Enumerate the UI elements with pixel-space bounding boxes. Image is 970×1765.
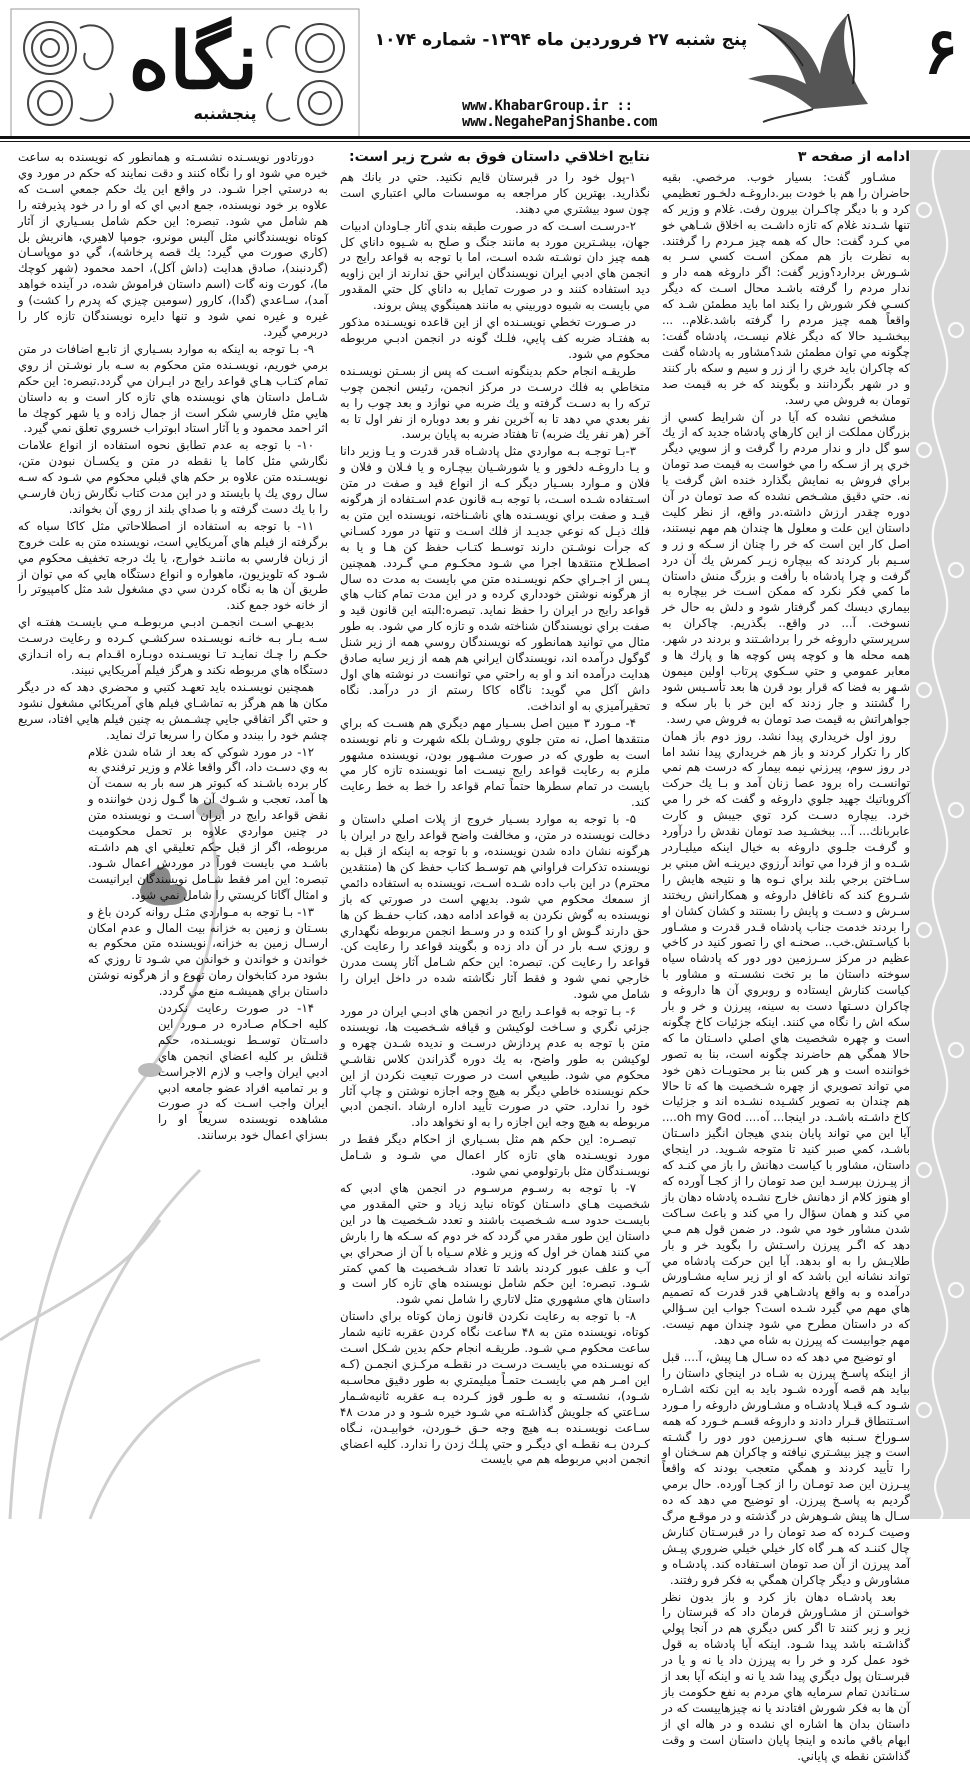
paragraph: او توضيح مي دهد كه ده سـال هـا پيش، آ.... قبل از اينكه پاسـخ پيرزن به شـاه در اينجاي داستان را بيايد هم قصه آورده شـود بايد به اين نكته اشـاره شـود كـه قبـلا پادشـاه و مشـاورش داروغه را مـورد اسـتنطاق قـرار دادند و داروغه قسـم خـورد كه همه سـوراخ سـنبه هاي سـرزمين دور دور را گشـته است و چيز بيشـتري نيافته و چاكران هم سـخنان او را تأييد كردند و همگي متعجب بودند كه واقعاً پيـرزن اين صد تومـان را از كجـا آورده. حال برمي گرديم به پاسـخ پيرزن. او توضيح مي دهد كه ده سـال ها پيش شـوهرش در گذشته و در موقـع مرگ وصيت كـرده كه صد تومان را در قبرسـتان كنارش چال كننـد كه هـر گاه كار خيلي خيلي ضروري پيـش آمد پيرزن از آن صد تومان اسـتفاده كند. پادشـاه و مشاورش و ديگر چاكران همگي به فكر فرو رفتند. — [662, 1349, 910, 1587]
paragraph: دورتادور نويسـنده نشسـته و همانطور كه نويسنده به ساعت خيره مي شود او را نگاه كنند و دقت نمايند كه حكم در مورد وي به درستي اجرا شـود. در واقع اين يك حكم جمعي اسـت كه علاوه بر خود نويسنده، جمع ادبي اي كه او را در خود پذيرفته را هم شامل مي شود. تبصره: اين حكم شامل بسـياري از آثار كوتاه نويسندگاني مثل آليس مونرو، جومپا لاهيري، هانريش بل (كاري صورت مي گيرد: يك قصه پرخاشه)، گي دو موپاسـان (گردنبند)، صادق هدايت (داش آكل)، احمد محمود (شهر كوچك ما)، كورت ونه گات (اسم داستان فراموش شده، در آينده خواهد آمد)، سـاعدي (گدا)، كارور (سومين چيزي كه پدرم را كشت) و غيره و غيره نمي شود و تنها دايره نويسندگان تازه كار را دربرمي گيرد. — [18, 150, 328, 339]
column-moral-results — [340, 150, 650, 1495]
issue-date-line: پنج شنبه ۲۷ فروردین ماه ۱۳۹۴- شماره ۱۰۷۴ — [374, 30, 748, 50]
paragraph: ۷- با توجه به رسـوم مرسـوم در انجمن هاي ادبي كه شخصيت هـاي داسـتان كوتاه نبايد زياد و حتي المقدور مي بايسـت حدود سـه شـخصيت باشند و تعدد شـخصيت ها در اين داستان اين طور مقدر مي گردد كه خر دوم كه سـكه ها را بارش مي كنند همان خر اول كه وزير و غلام سـياه با آن از صحراي بي آب و علف عبور كردند باشد تا تعداد شـخصيت ها كمي كمتر شـود. تبصره: اين حكم شامل نويسنده هاي تازه كار است و داستان هاي مشهوري مثل لاتاري را شامل نمي شود. — [340, 1181, 650, 1307]
column-verdicts — [18, 150, 328, 1485]
paragraph: بديهـي اسـت انجمـن ادبـي مربوطـه مـي بايسـت هفتـه اي سـه بـار بـه خانـه نويسـنده سركشـي كـرده و رعايت درسـت حكـم را چـك نمايـد تـا نويسـنده دوبـاره اقـدام بـه راه انـدازي دستگاه هاي مربوطه نكند و هرگز فيلم آمريكايي نبيند. — [18, 615, 328, 677]
masthead-subtitle: پنجشنبه — [193, 104, 257, 123]
paragraph: ۱۲- در مورد شوكي كه بعد از شاه شدن غلام به وي دسـت داد، اگر واقعا غلام و وزير ترفندي به كار برده باشـند كه كبوتر هر سه بار به سمت آن ها آمد، تعجب و شـوك آن ها گـول زدن خواننده و نقض قواعد رايج در ايران اسـت و نويسنده متن در چنين مواردي علاوه بر تحمل محكوميت مربوطه، اگر از قبل حكم تعليقي اي هم داشـته باشـد مي بايست فوراً در موردش اعمال شـود. تبصره: اين امر فقط شـامل نويسندگان ايرانيست و امثال آگاتا كريستي را شامل نمي شود. — [88, 744, 328, 902]
paragraph: ۴- مـورد ۳ مبين اصل بسـيار مهم ديگري هم هسـت كه براي منتقدها اصل، نه متن جلوي روشـان بلكه شهرت و نام نويسنده است به طوري كه در صورت مشـهور بودن، نويسنده مشهور ملزم به رعايت قواعد رايج نيسـت اما نويسنده تازه كار مي بايست در تمام سطرها حتماً تمام قواعد را خط به خط رعايت كند. — [340, 715, 650, 810]
header-rule-thin — [0, 141, 970, 142]
paragraph: مشـاور گفت: بسيار خوب. مرخصي. بقيه حاضران را هم با خودت ببر.داروغـه دلخـور تعظيمي كرد و با ديگر چاكـران بيرون رفت. غلام و وزير كه تنها شـدند غلام كه تازه داشـت به اخلاق شـاهي خو مي كـرد گفت: حال كه همه چيز مـردم را گرفتند. به نظرت باز هم ممكن اسـت كسي سـر به شـورش بردارد؟وزير گفت: اگر داروغه همه دار و ندار مردم را گرفته باشـد محال اسـت كه ديگر كسـي فكر شورش را بكند اما بايد مطمئن شـد كه واقعاً همه چيز مردم را گرفته باشد.غلام.. ... ببخشـيد حالا كه ديگر غلام نيسـت، پادشاه گفت: چگونه مي توان مطمئن شد؟مشاور به پادشاه گفت كه چاكران بايد خري را از زر و سيم و سكه بار كنند و در شهر بگردانند و بگويند كه خر به قيمت صد تومان به فروش مي رسد. — [662, 169, 910, 407]
paragraph: ۱۰- با توجه به عدم تطابق نحوه استفاده از انواع علامات نگارشي مثل كاما يا نقطه در متن و يكسـان نبودن متن، نويسـنده متن علاوه بر حكم هاي قبلي محكوم مي شـود كه سـه سال روي يك پا بايستد و در اين مدت كتاب نگارش زبان فارسـي را با يك دست گرفته و با صداي بلند از روي آن بخواند. — [18, 438, 328, 516]
floral-side-strip — [910, 150, 970, 1519]
paragraph: ۸- با توجه به رعايت نكردن قانون زمان كوتاه براي داستان كوتاه، نويسنده متن به ۴۸ ساعت نگاه كردن عقربه ثانيه شمار ساعت محكوم مـي شـود. طريقـه انجام حكم بدين شـكل اسـت كه نويسـنده مي بايسـت درسـت در نقطـه مركـزي انجمـن (كـه اين امـر هم مي بايسـت حتمـاً ميليمتري به طور دقيق محاسـبه شـود)، نشسـته و به طـور قوز كـرده بـه عقربه ثانيه‌شـمار سـاعتي كه جلويش گذاشـته مي شـود خيره شـود و در مدت ۴۸ سـاعت نويسـنده بـه هيچ وجه حـق خـوردن، خوابيـدن، نـگاه كـردن بـه نقطـه اي ديگـر و حتي پلـك زدن را ندارد. كليه اعضاي انجمن ادبي مربوطه هم مي بايست — [340, 1309, 650, 1467]
paragraph: ۱۳- بـا توجه به مـواردي مثـل روانه كردن باغ و بسـتان و زمين به خزانه بيت المال و عدم امكان ارسـال زمين به خزانه، نويسنده متن محكوم به خواندن و خواندن و خواندن مي شـود تا روزي كه بشود مرد كتابخوان رمان تهوع و از هرگونه نوشتن داستان براي هميشـه منع مي گردد. — [88, 904, 328, 999]
paragraph: ۹- بـا توجه به اينكه به موارد بسـياري از تابـع اضافات در متن برمي خوريم، نويسـنده متن محكوم به سـه بار نوشـتن از روي تمام كتـاب هـاي قواعد رايج در ايـران مي گردد.تبصره: اين حكم شـامل داستان هاي نويسنده هاي تازه كار است و به داستان هايي مثل فارسي شكر است از جمال زاده و يا شهر كوچك ما اثر احمد محمود و يا آثار استاد ابوتراب خسروي تعلق نمي گيرد. — [18, 341, 328, 436]
floral-pattern-icon — [910, 150, 970, 1519]
header-rule — [0, 136, 970, 139]
column-heading: ادامه از صفحه ۳ — [797, 149, 910, 165]
paragraph: همچنين نويسـنده بايد تعهـد كتبي و محضري دهد كه در ديگر مكان ها هم هرگز به تماشـاي فيلم هاي آمريكائي مشغول نشود و حتي اگر اتفاقي جايي چشـمش به چنين فيلم هايي افتاد، سريع چشم خود را ببندد و مكان را سريعا ترك نمايد. — [18, 679, 328, 742]
paragraph: مشخص نشده كه آيا در آن شرايط كسي از بزرگان مملكت از اين كارهاي پادشاه جديد كه از يك سو گل دار و ندار مردم را گرفت و از سويي ديگر خري پر از سـكه را مي خواست به قيمت صد تومان براي فروش به نمايش بگذارد خنده اش گرفت يا نه. حتي دقيق مشـخص نشده كه صد تومان در آن دوره چقدر ارزش داشته.در واقع، از نظر كليت داستان اين علت و معلول ها چندان هم مهم نيستند، اصل كار اين است كه خر را چنان از سـكه و زر و سـيم بار كردند كه بيچاره زيـر كمرش يك آن درد گرفت و چرا پادشاه با رأفت و بزرگ منش داستان ما كمي فكر نكرد كه ممكن اسـت خر بيچاره به بيماري ديسك كمر گرفتار شود و دلش به حال خر نسوخت. آ... در واقع.. بگذريم. چاكران به سرپرستي داروغه خر را برداشـتند و بردند در شهر. همه محله ها و كوچه پس كوچه ها و پارك ها و معابر عمومي و حتي سـكوي پرتاب اولين ميمون شـهر به فضا كه قرار بود قرن ها بعد تأسـيس شود را گشتند و جار زدند كه اين خر با بار سكه و جواهراتش به قيمت صد تومان به فروش مي رسد. — [662, 409, 910, 726]
masthead-logo — [10, 8, 360, 138]
page-number: ۶ — [923, 14, 958, 89]
paragraph: ۱-پول خود را در قبرستان قايم نكنيد. حتي در بانك هم نگذاريد. بهترين كار مراجعه به موسسات مالي اعتباري است چون سود بيشتري مي دهند. — [340, 169, 650, 216]
paragraph: در صـورت تخطي نويسـنده اي از اين قاعده نويسـنده مذكور به هفتـاد ضربه كف پايي، فلـك گونه در انجمن ادبـي مربوطه محكوم مي شود. — [340, 315, 650, 361]
paragraph: روز اول خريداري پيدا نشد. روز دوم باز همان كار را تكرار كردند و باز هم خريداري پيدا نشد اما در روز سوم، پيرزني نيمه بيمار كه درست هم نمي توانسـت راه برود عصا زنان آمد و بـا يك حركت آكروباتيك جهيد جلوي داروغه و گفت كه خر را مي خرد. بيچاره دسـت كرد توي جيبش و كارت عابربانك... آ... ببخشـيد صد تومان نقدش را درآورد و گرفـت جلـوي داروغه به خيال اينكه ميليـاردر شـده و از فردا مي تواند آرزوي ديرينـه اش مبني بر سـاختن برجي بلند براي نـوه ها و نتيجه هايش را شـروع كند كه ناغافل داروغه و همكارانش ريختند سـرش و دسـت و پايش را بستند و كشان كشان او را بردند خدمت جناب پادشاه قـدر قدرت و مشـاور با كياسـتش.خب.. صحنـه اي را تصور كنيد در كاخي عظيم در مركز سـرزمين دور دور كه پادشاه سياه سوخته داستان ما بر تخت نشسـته و مشاور با كياست كنارش ايستاده و روبروي آن ها داروغه و چاكران دسـتها دست به سينه، پيرزن و خر و بار سكه اش را نگاه مي كنند. اينكه جزئيات كاخ چگونه است و چهره شخصيت هاي اصلي داسـتان ما كه حالا همگي هم حاضرند چگونه است، بنا به تصور خواننده است و هر كس بنا بر محتويـات ذهن خود مي تواند تصويري از چهره شـخصيت ها كه تا حالا هم چندان به تصوير كشـيده نشـده اند و جزئيات كاخ داشـته باشـد. در اينجا... آه.... oh my God.... آيا اين مي تواند پايان بندي هيجان انگيز داسـتان باشـد، كمي صبر كنيد تا متوجه شـويد. در اينجاي داستان، مشاور با كياست دهانش را باز مي كنـد كه از پيـرزن بپرسـد اين صد تومان را از كجـا آورده كه او هنوز كلام از دهانش خارج نشـده پادشاه دهان باز مي كند و همان سؤال را مي كند و باعث سـاكت شدن مشاور خود مي شود. در ضمن قول هم مـي دهد كه اگـر پيرزن راسـتش را بگويد خر و بار طلايـش را به او بدهد. آيا اين حركت پادشاه مي تواند نشانه اين باشد كه او از زير سايه مشـاورش درآمده و به واقع پادشـاهي قدر قدرت كه تصميم هاي مهم مي گيرد شـده است؟ جواب اين سـؤالي كه در داستان مطرح مي شود چندان مهم نيست. مهم جوابيست كه پيرزن به شاه مي دهد. — [662, 728, 910, 1348]
paragraph: ۲-درسـت اسـت كه در صورت طبقه بندي آثار جـاودان ادبيات جهان، بيشـترين مورد به مانند جنگ و صلح به شـيوه داناي كل همه چيز دان نوشـته شده اسـت، اما با توجه به قواعد رايج در انجمن هاي ادبي ايران نويسندگان ايراني حق ندارند از اين زاويه ديد استفاده كنند و در صورت تمايل به داناي كل حتي المقدور مي بايست به شيوه دوربيني به مانند همينگوي پيش بروند. — [340, 218, 650, 313]
paragraph: بعد پادشـاه دهان باز كرد و باز بدون نظر خواسـتن از مشـاورش فرمان داد كه قبرستان را زير و زبر كنند تا اگر كس ديگري هم در آنجا پولي گذاشـته باشد پيدا شـود. اينكه آيا پادشاه به قول خود عمل كرد و خر را به پيرزن داد يا نه و يا در قبرسـتان پول ديگري پيدا شد يا نه و اينكه آيا بعد از سـتاندن تمام سرمايه هاي مردم به نفع حكومت باز آن ها به فكر شورش افتادند يا نه چيزهاييست كه در داستان بدان ها اشاره اي نشده و در هاله اي از ابهام باقي مانده و اينجا پايان داستان است و وقت گذاشتن نقطه ي پاياني. — [662, 1589, 910, 1763]
paragraph: تبصـره: اين حكم هم مثل بسـياري از احكام ديگر فقط در مورد نويسـنده هاي تازه كار اعمال مي شـود و شـامل نويسـندگان مثل بارتولومي نمي شود. — [340, 1132, 650, 1179]
column-continuation — [662, 149, 910, 1763]
masthead-title: نگاه — [128, 16, 258, 107]
paragraph: ۳-بـا توجـه بـه مواردي مثل پادشـاه قدر قدرت و يـا وزير دانا و يـا داروغـه دلخور و يا شورشـيان بيچـاره و يا فـلان و فلان و فلان و مـوارد بسـيار ديگر كـه از انواع قيد و صفت در متن اسـتفاده شـده اسـت، با توجه بـه قانون عدم اسـتفاده از هرگونه قيـد و صفت براي نويسـنده هاي ناشـناخته، نويسنده اين متن به فلك ذيـل كه نوعي جديـد از فلك اسـت و تنها در مورد كسـاني كه جرأت نوشـتن دارند توسـط كتـاب حفظ كن هـا و يا به اصطـلاح منتقدها اجرا مي شـود محكـوم مـي گـردد. همچنين پـس از اجـراي حكم نويسـنده متن مي بايست به مدت ده سال از هرگونه نوشتن خودداري كرده و در اين مدت تمام كتاب هاي قواعد رايج در ايران را حفظ نمايد. تبصره:البته اين قانون قيد و صفت براي نويسندگان شناخته شده و تازه كار مي شود. به طور مثال مي توانيد همانطور كه نويسندگان روسي همه از زير شنل گوگول درآمده اند، نويسندگان ايراني هم همه از زير سايه صادق هدايت درآمده اند و او به راحتي مي توانست در نوشته هاي اول داش آكل مي گويد: ناگاه كاكا رستم از در درآمد. نگاه تحقيرآميزي به او انداخت. — [340, 444, 650, 713]
paragraph: ۵- با توجه به موارد بسـيار خروج از پلات اصلي داستان و دخالت نويسنده در متن، و مخالفت واضح قواعد رايج در ايران با هرگونه نشان داده شدن نويسنده، و با توجه به اينكه از قبل به نويسنده تذكرات فراواني هم توسـط كتاب حفظ كن ها (منتقدين محترم) در اين باب داده شـده اسـت، نويسنده به استفاده دائمي از سمعك محكوم مي شود. بديهي است در صورتي كه باز نويسنده به گوش نكردن به قواعد ادامه دهد، كتاب حفـظ كن ها حق دارند گـوش او را كنده و در وسـط انجمن مربوطه نگهداري و روزي سـه بار در آن داد زده و بگويند قواعد را رعايت كن. قواعد را رعايت كن. تبصره: اين حكم شـامل آثار پست مدرن خارجي نمي شود و فقط آثار نگاشته شده در داخل ايران را شامل مي شود. — [340, 812, 650, 1002]
narrower-text-block — [158, 1001, 328, 1144]
paragraph: ۱۱- با توجه به استفاده از اصطلاحاتي مثل كاكا سياه كه برگرفته از فيلم هاي آمريكايي است، نويسنده متن به علت خروج از زبان فارسي به ماننـد خوارج، يا يك درجه تخفيف محكوم مي شـود كه تلويزيون، ماهواره و انواع دستگاه هايي كه مي توان از طريق آن ها به نگاه كردن سي دي مشغول شد مثل كامپيوتر را از خانه خود جمع كند. — [18, 518, 328, 613]
narrow-text-block — [88, 745, 328, 1001]
page-header — [0, 0, 970, 150]
paragraph: طريقـه انجام حكم بدينگونه اسـت كه پس از بسـتن نويسـنده متخاطي به فلك درسـت در مركز انجمن، رئيس انجمن چوب تركه را به دسـت گرفته و يك ضربه مي نوازد و بعد چوب را به نفر بعدي مي دهد تا به آخرين نفر و بعد دوباره از نفر اول تا به آخر (هر نفر يك ضربه) تا هفتاد ضربه به پايان برسد. — [340, 363, 650, 442]
paragraph: ۶- بـا توجه به قواعـد رايج در انجمن هاي ادبـي ايران در مورد جزئي نگري و سـاخت لوكيشن و قيافه شـخصيت ها، نويسنده متن با توجه به عدم پردازش درسـت و نديده شـدن چهره و لوكيشن به طور واضح، به يك دوره گذراندن كلاس نقاشـي محكوم مي شود. طبيعي است در صورت تبعيت نكردن از اين حكم نويسنده خاطي ديگر به هيچ وجه اجازه نوشتن و چاپ آثار خود را ندارد. حتي در صورت تأييد اداره ارشاد .انجمن ادبي مربوطه به هيچ وجه اين اجازه را به او نخواهد داد. — [340, 1004, 650, 1130]
column-heading: نتايج اخلاقي داستان فوق به شرح زير است: — [349, 149, 650, 165]
paragraph: ۱۴- در صورت رعايت نكردن كليه احـكام صـادره در مـورد اين داسـتان توسـط نويسـنده، حكم قتلش بر كليه اعضاي انجمن هاي ادبي ايران واجب و لازم الاجراست و بر تماميه افراد عضو جامعه ادبي ايران واجب اسـت كه در صورت مشاهده نويسنده سريعاً او را بسزاي اعمال خود برسانند. — [158, 1001, 328, 1143]
websites-line: www.KhabarGroup.ir :: www.NegahePanjShanbe.com — [462, 98, 658, 130]
